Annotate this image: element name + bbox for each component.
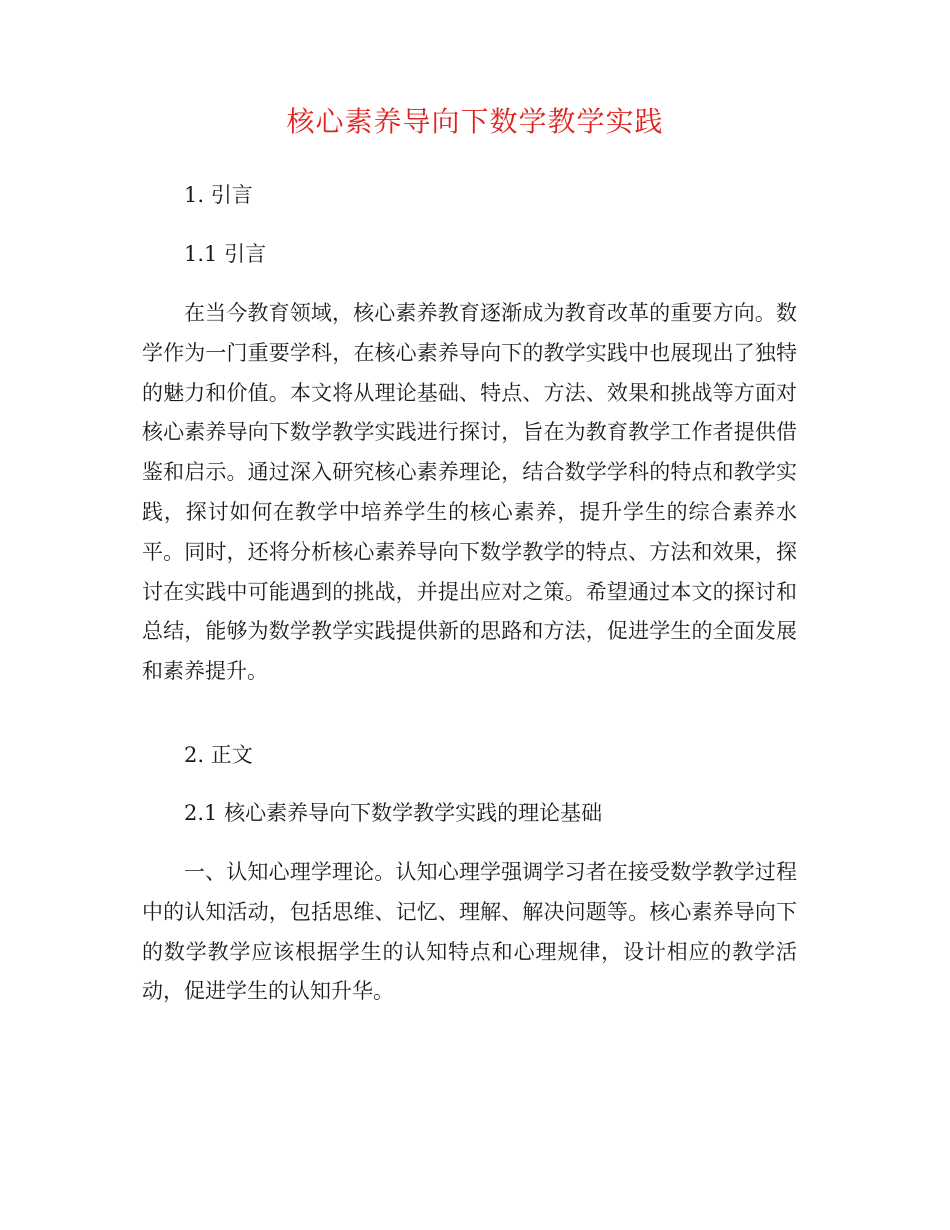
theory-paragraph: 一、认知心理学理论。认知心理学强调学习者在接受数学教学过程中的认知活动，包括思维、记忆、理解、解决问题等。核心素养导向下的数学教学应该根据学生的认知特点和心理规律，设计相应的教学活动，促进学生的认知升华。 (142, 860, 797, 1004)
subsection-heading-2-1: 2.1 核心素养导向下数学教学实践的理论基础 (184, 801, 603, 825)
intro-paragraph: 在当今教育领域，核心素养教育逐渐成为教育改革的重要方向。数学作为一门重要学科，在核心素养导向下的教学实践中也展现出了独特的魅力和价值。本文将从理论基础、特点、方法、效果和挑战等方面对核心素养导向下数学教学实践进行探讨，旨在为教育教学工作者提供借鉴和启示。通过深入研究核心素养理论，结合数学学科的特点和教学实践，探讨如何在教学中培养学生的核心素养，提升学生的综合素养水平。同时，还将分析核心素养导向下数学教学的特点、方法和效果，探讨在实践中可能遇到的挑战，并提出应对之策。希望通过本文的探讨和总结，能够为数学教学实践提供新的思路和方法，促进学生的全面发展和素养提升。 (142, 301, 797, 684)
section-heading-2: 2. 正文 (184, 743, 253, 767)
section-heading-1: 1. 引言 (184, 183, 253, 207)
subsection-heading-1-1: 1.1 引言 (184, 242, 267, 266)
document-title: 核心素养导向下数学教学实践 (286, 105, 664, 138)
